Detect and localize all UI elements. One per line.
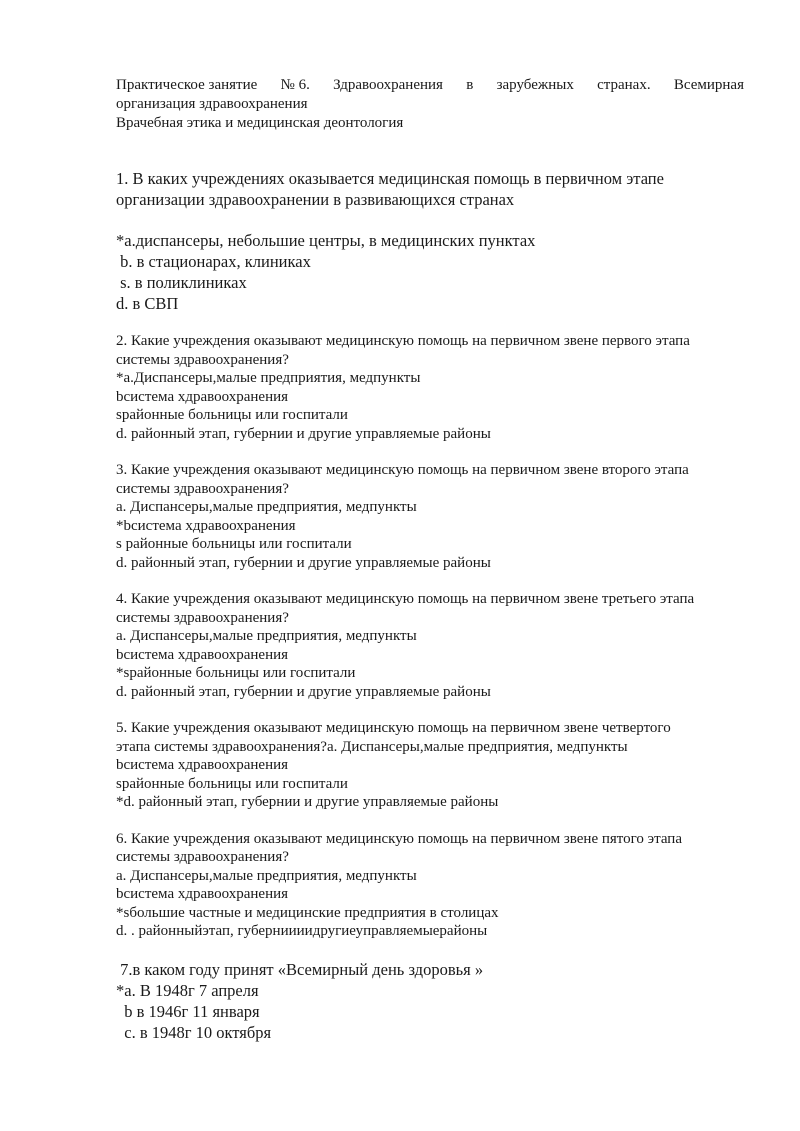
answer-option: d. . районныйэтап, губерниииидругиеуправляемыерайоны — [116, 923, 488, 939]
answer-option: b в 1946г 11 января — [116, 1001, 260, 1021]
question-5 — [116, 719, 744, 812]
header-title-line — [116, 76, 744, 95]
question-6 — [116, 830, 744, 941]
answer-option: с. в 1948г 10 октября — [116, 1022, 272, 1042]
answer-option: s. в поликлиниках — [116, 273, 247, 292]
question-text: системы здравоохранения? — [116, 480, 289, 497]
question-text: 7.в каком году принят «Всемирный день здоровья » — [116, 959, 484, 979]
answer-option: d. в СВП — [116, 294, 179, 313]
question-text: 5. Какие учреждения оказывают медицинскую помощь на первичном звене четвертого — [116, 720, 671, 736]
answer-option: а. Диспансеры,малые предприятия, медпункты — [116, 628, 417, 644]
answer-option: sрайонные больницы или госпитали — [116, 775, 348, 792]
header-word: в — [466, 77, 474, 93]
answer-option: s районные больницы или госпитали — [116, 536, 352, 552]
question-text: 6. Какие учреждения оказывают медицинскую помощь на первичном звене пятого этапа — [116, 830, 682, 847]
question-text: этапа системы здравоохранения?а. Диспансеры,малые предприятия, медпункты — [116, 738, 628, 755]
header-word: Здравоохранения — [333, 77, 443, 93]
question-1 — [116, 168, 744, 314]
header-word: странах. — [597, 77, 651, 93]
answer-option: d. районный этап, губернии и другие управляемые районы — [116, 425, 491, 442]
answer-option: d. районный этап, губернии и другие управляемые районы — [116, 683, 491, 700]
question-text: 1. В каких учреждениях оказывается медицинская помощь в первичном этапе — [116, 169, 664, 188]
header-subtitle: организация здравоохранения — [116, 96, 308, 112]
answer-option: *а.Диспансеры,малые предприятия, медпункты — [116, 370, 421, 386]
answer-option: *sрайонные больницы или госпитали — [116, 665, 356, 681]
question-text: организации здравоохранении в развивающихся странах — [116, 190, 515, 209]
answer-option: а. Диспансеры,малые предприятия, медпункты — [116, 867, 417, 884]
question-text: 4. Какие учреждения оказывают медицинскую помощь на первичном звене третьего этапа — [116, 591, 695, 607]
answer-option: *а. В 1948г 7 апреля — [116, 980, 259, 1000]
header-lesson-label: Практическое занятие — [116, 77, 258, 93]
question-text: 3. Какие учреждения оказывают медицинскую помощь на первичном звене второго этапа — [116, 462, 689, 478]
header-lesson-number: № 6. — [280, 77, 310, 93]
answer-option: а. Диспансеры,малые предприятия, медпункты — [116, 499, 417, 515]
answer-option: bсистема хдравоохранения — [116, 886, 289, 902]
question-2 — [116, 332, 744, 443]
answer-option: *sбольшие частные и медицинские предприятия в столицах — [116, 904, 499, 921]
answer-option: b. в стационарах, клиниках — [116, 252, 311, 271]
question-text: системы здравоохранения? — [116, 849, 289, 865]
question-3 — [116, 461, 744, 572]
answer-option: bсистема хдравоохранения — [116, 757, 289, 773]
answer-option: *bсистема хдравоохранения — [116, 517, 296, 534]
answer-option: bсистема хдравоохранения — [116, 646, 289, 663]
header-word: зарубежных — [496, 77, 574, 93]
question-text: системы здравоохранения? — [116, 351, 289, 368]
answer-option: d. районный этап, губернии и другие управляемые районы — [116, 554, 491, 571]
question-text: системы здравоохранения? — [116, 609, 289, 626]
answer-option: *d. районный этап, губернии и другие управляемые районы — [116, 794, 499, 810]
answer-option: *а.диспансеры, небольшие центры, в медицинских пунктах — [116, 231, 536, 250]
header-word: Всемирная — [673, 77, 744, 93]
document-header — [116, 76, 744, 133]
header-topic: Врачебная этика и медицинская деонтология — [116, 115, 404, 131]
answer-option: bсистема хдравоохранения — [116, 388, 289, 405]
question-4 — [116, 590, 744, 701]
answer-option: sрайонные больницы или госпитали — [116, 407, 348, 423]
question-text: 2. Какие учреждения оказывают медицинскую помощь на первичном звене первого этапа — [116, 333, 690, 349]
document-page — [116, 76, 744, 1043]
question-7 — [116, 959, 744, 1043]
